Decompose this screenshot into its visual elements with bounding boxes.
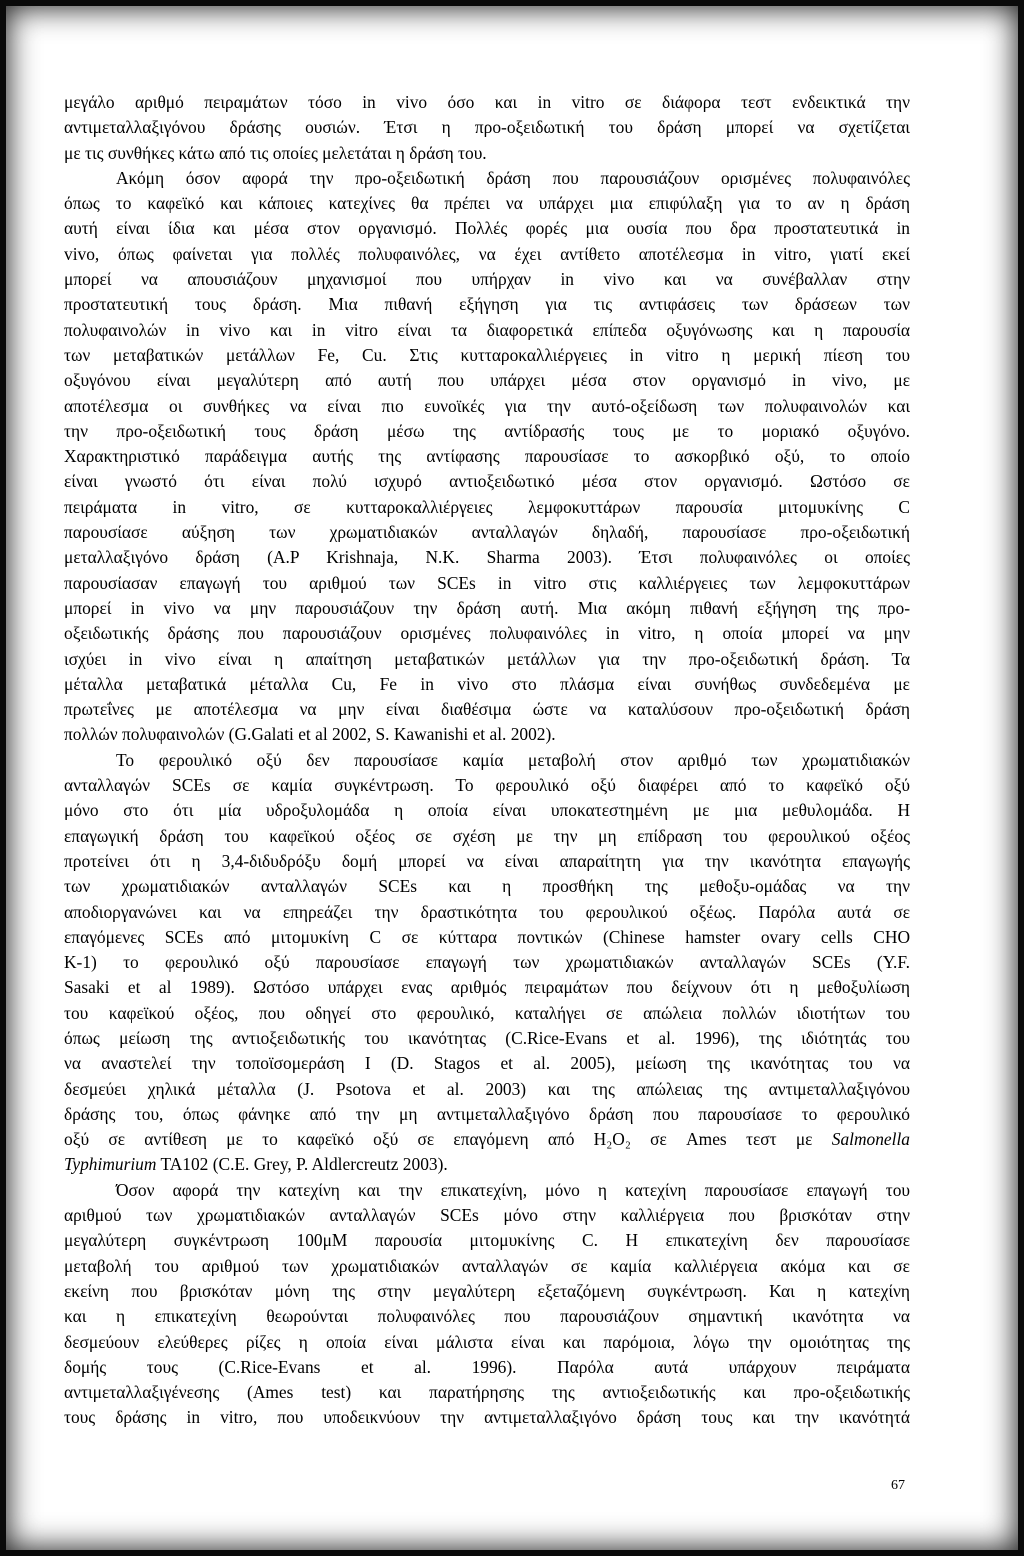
text-line: K-1) το φερουλικό οξύ παρουσίασε επαγωγή των χρωματιδιακών ανταλλαγών SCEs (Y.F. (64, 952, 910, 973)
text-line: πρωτεΐνες με αποτέλεσμα να μην είναι διαθέσιμα ώστε να καταλύσουν προ-οξειδωτική δράση (64, 699, 910, 720)
text-line: των μεταβατικών μετάλλων Fe, Cu. Στις κυτταροκαλλιέργειες in vitro η μερική πίεση του (64, 344, 910, 365)
text-line: δράσης του, όπως φάνηκε από την μη αντιμεταλλαξιγόνο δράση που παρουσίασε το φερουλικό (64, 1103, 910, 1124)
text-line: ισχύει in vivo είναι η απαίτηση μεταβατικών μετάλλων για την προ-οξειδωτική δράση. Τα (64, 648, 910, 669)
text-line: οξυγόνου είναι μεγαλύτερη από αυτή που υπάρχει μέσα στον οργανισμό in vivo, με (64, 370, 910, 391)
text-line: δομής τους (C.Rice-Evans et al. 1996). Παρόλα αυτά υπάρχουν πειράματα (64, 1356, 910, 1377)
text-line: μεταλλαξιγόνο δράση (A.P Krishnaja, N.K. Sharma 2003). Έτσι πολυφαινόλες οι οποίες (64, 547, 910, 568)
text-line: μπορεί in vivo να μην παρουσιάζουν την δράση αυτή. Μια ακόμη πιθανή εξήγηση της προ- (64, 597, 910, 618)
text-line: Όσον αφορά την κατεχίνη και την επικατεχίνη, μόνο η κατεχίνη παρουσίασε επαγωγή του (116, 1179, 910, 1200)
text-line: μεταβολή του αριθμού των χρωματιδιακών ανταλλαγών σε καμία καλλιέργεια ακόμα και σε (64, 1255, 910, 1276)
text-line: τους δράσης in vitro, που υποδεικνύουν την αντιμεταλλαξιγόνο δράση τους και την ικανότητά (64, 1407, 910, 1428)
text-line: μέταλλα μεταβατικά μέταλλα Cu, Fe in vivo στο πλάσμα είναι συνήθως συνδεδεμένα με (64, 673, 910, 694)
text-line: επαγόμενες SCEs από μιτομυκίνη C σε κύτταρα ποντικών (Chinese hamster ovary cells CHO (64, 926, 910, 947)
text-line: όπως μείωση της αντιοξειδωτικής του ικανότητας (C.Rice-Evans et al. 1996), της ιδιότητάς του (64, 1027, 910, 1048)
text-line: δεσμεύει χηλικά μέταλλα (J. Psotova et al. 2003) και της απώλειας της αντιμεταλλαξιγόνου (64, 1078, 910, 1099)
text-line: αριθμού των χρωματιδιακών ανταλλαγών SCEs μόνο στην καλλιέργεια που βρισκόταν στην (64, 1205, 910, 1226)
text-line: πειράματα in vitro, σε κυτταροκαλλιέργειες λεμφοκυττάρων παρουσία μιτομυκίνης C (64, 496, 910, 517)
text-line: του καφεϊκού οξέος, που οδηγεί στο φερουλικό, καταλήγει σε απώλεια πολλών ιδιοτήτων του (64, 1002, 910, 1023)
text-line: δεσμεύουν ελεύθερες ρίζες η οποία είναι μάλιστα είναι και παρόμοια, λόγω την ομοιότητας της (64, 1331, 910, 1352)
text-line: οξειδωτικής δράσης που παρουσιάζουν ορισμένες πολυφαινόλες in vitro, η οποία μπορεί να μην (64, 623, 910, 644)
text-line: να αναστελεί την τοποϊσομεράση I (D. Stagos et al. 2005), μείωση της ικανότητας του να (64, 1053, 910, 1074)
text-line: Ακόμη όσον αφορά την προ-οξειδωτική δράση που παρουσιάζουν ορισμένες πολυφαινόλες (116, 167, 910, 188)
text-line: μεγαλύτερη συγκέντρωση 100μΜ παρουσία μιτομυκίνης C. Η επικατεχίνη δεν παρουσίασε (64, 1230, 910, 1251)
text-line: με τις συνθήκες κάτω από τις οποίες μελετάται η δράση του. (64, 142, 487, 163)
text-line: Typhimurium TA102 (C.E. Grey, P. Aldlercreutz 2003). (64, 1154, 448, 1175)
text-line: μόνο στο ότι μία υδροξυλομάδα η οποία είναι υποκατεστημένη με μια μεθυλομάδα. Η (64, 800, 910, 821)
text-line: vivo, όπως φαίνεται για πολλές πολυφαινόλες, να έχει αντίθετο αποτέλεσμα in vitro, γιατί εκεί (64, 243, 910, 264)
text-line: Χαρακτηριστικό παράδειγμα αυτής της αντίφασης παρουσίασε το ασκορβικό οξύ, το οποίο (64, 446, 910, 467)
text-line: πολλών πολυφαινολών (G.Galati et al 2002, S. Kawanishi et al. 2002). (64, 724, 556, 745)
text-line: αποτέλεσμα οι συνθήκες να είναι πιο ευνοϊκές για την αυτό-οξείδωση των πολυφαινολών και (64, 395, 910, 416)
text-line: αποδιοργανώνει και να επηρεάζει την δραστικότητα του φερουλικού οξέως. Παρόλα αυτά σε (64, 901, 910, 922)
text-line: όπως το καφεϊκό και κάποιες κατεχίνες θα πρέπει να υπάρχει μια επιφύλαξη για το αν η δράση (64, 193, 910, 214)
text-line: προτείνει ότι η 3,4-διδυδρόξυ δομή μπορεί να είναι απαραίτητη για την ικανότητα επαγωγής (64, 850, 910, 871)
text-line: επαγωγική δράση του καφεϊκού οξέος σε σχέση με την μη επίδραση του φερουλικού οξέος (64, 825, 910, 846)
text-line: μεγάλο αριθμό πειραμάτων τόσο in vivo όσο και in vitro σε διάφορα τεστ ενδεικτικά την (64, 92, 910, 112)
text-line: είναι γνωστό ότι είναι πολύ ισχυρό αντιοξειδωτικό μέσα στον οργανισμό. Ωστόσο σε (64, 471, 910, 492)
text-line: Το φερουλικό οξύ δεν παρουσίασε καμία μεταβολή στον αριθμό των χρωματιδιακών (116, 749, 910, 770)
text-line: εκείνη που βρισκόταν μόνη της στην μεγαλύτερη εξεταζόμενη συγκέντρωση. Και η κατεχίνη (64, 1280, 910, 1301)
text-line: παρουσίασε αύξηση των χρωματιδιακών ανταλλαγών δηλαδή, παρουσίασε προ-οξειδωτική (64, 522, 910, 543)
text-line: πολυφαινολών in vivo και in vitro είναι τα διαφορετικά επίπεδα οξυγόνωσης και η παρουσία (64, 319, 910, 340)
text-line: την προ-οξειδωτική τους δράση μέσω της αντίδρασής τους με το μοριακό οξυγόνο. (64, 420, 910, 441)
text-line: μπορεί να απουσιάζουν μηχανισμοί που υπήρχαν in vivo και να συνέβαλλαν στην (64, 269, 910, 290)
text-line: αντιμεταλλαξιγόνου δράσης ουσιών. Έτσι η προ-οξειδωτική του δράση μπορεί να σχετίζεται (64, 117, 910, 138)
text-line: και η επικατεχίνη θεωρούνται πολυφαινόλες που παρουσιάζουν σημαντική ικανότητα να (64, 1306, 910, 1327)
text-line: Sasaki et al 1989). Ωστόσο υπάρχει ενας αριθμός πειραμάτων που δείχνουν ότι η μεθοξυλίωση (64, 977, 910, 998)
text-line: ανταλλαγών SCEs σε καμία συγκέντρωση. Το φερουλικό οξύ διαφέρει από το καφεϊκό οξύ (64, 775, 910, 796)
text-line: οξύ σε αντίθεση με το καφεϊκό οξύ σε επαγόμενη από H₂O₂ σε Ames τεστ με Salmonella (64, 1129, 910, 1150)
text-line: αντιμεταλλαξιγένεσης (Ames test) και παρατήρησης της αντιοξειδωτικής και προ-οξειδωτικής (64, 1382, 910, 1403)
text-line: παρουσίασαν επαγωγή του αριθμού των SCEs in vitro στις καλλιέργειες των λεμφοκυττάρων (64, 572, 910, 593)
page-number: 67 (891, 1478, 905, 1493)
text-line: αυτή είναι ίδια και μέσα στον οργανισμό. Πολλές φορές μια ουσία που δρα προστατευτικά in (64, 218, 910, 239)
text-line: προστατευτική τους δράση. Μια πιθανή εξήγηση για τις αντιφάσεις των δράσεων των (64, 294, 910, 315)
text-line: των χρωματιδιακών ανταλλαγών SCEs και η προσθήκη της μεθοξυ-ομάδας να την (64, 876, 910, 897)
body-text (64, 90, 910, 1431)
